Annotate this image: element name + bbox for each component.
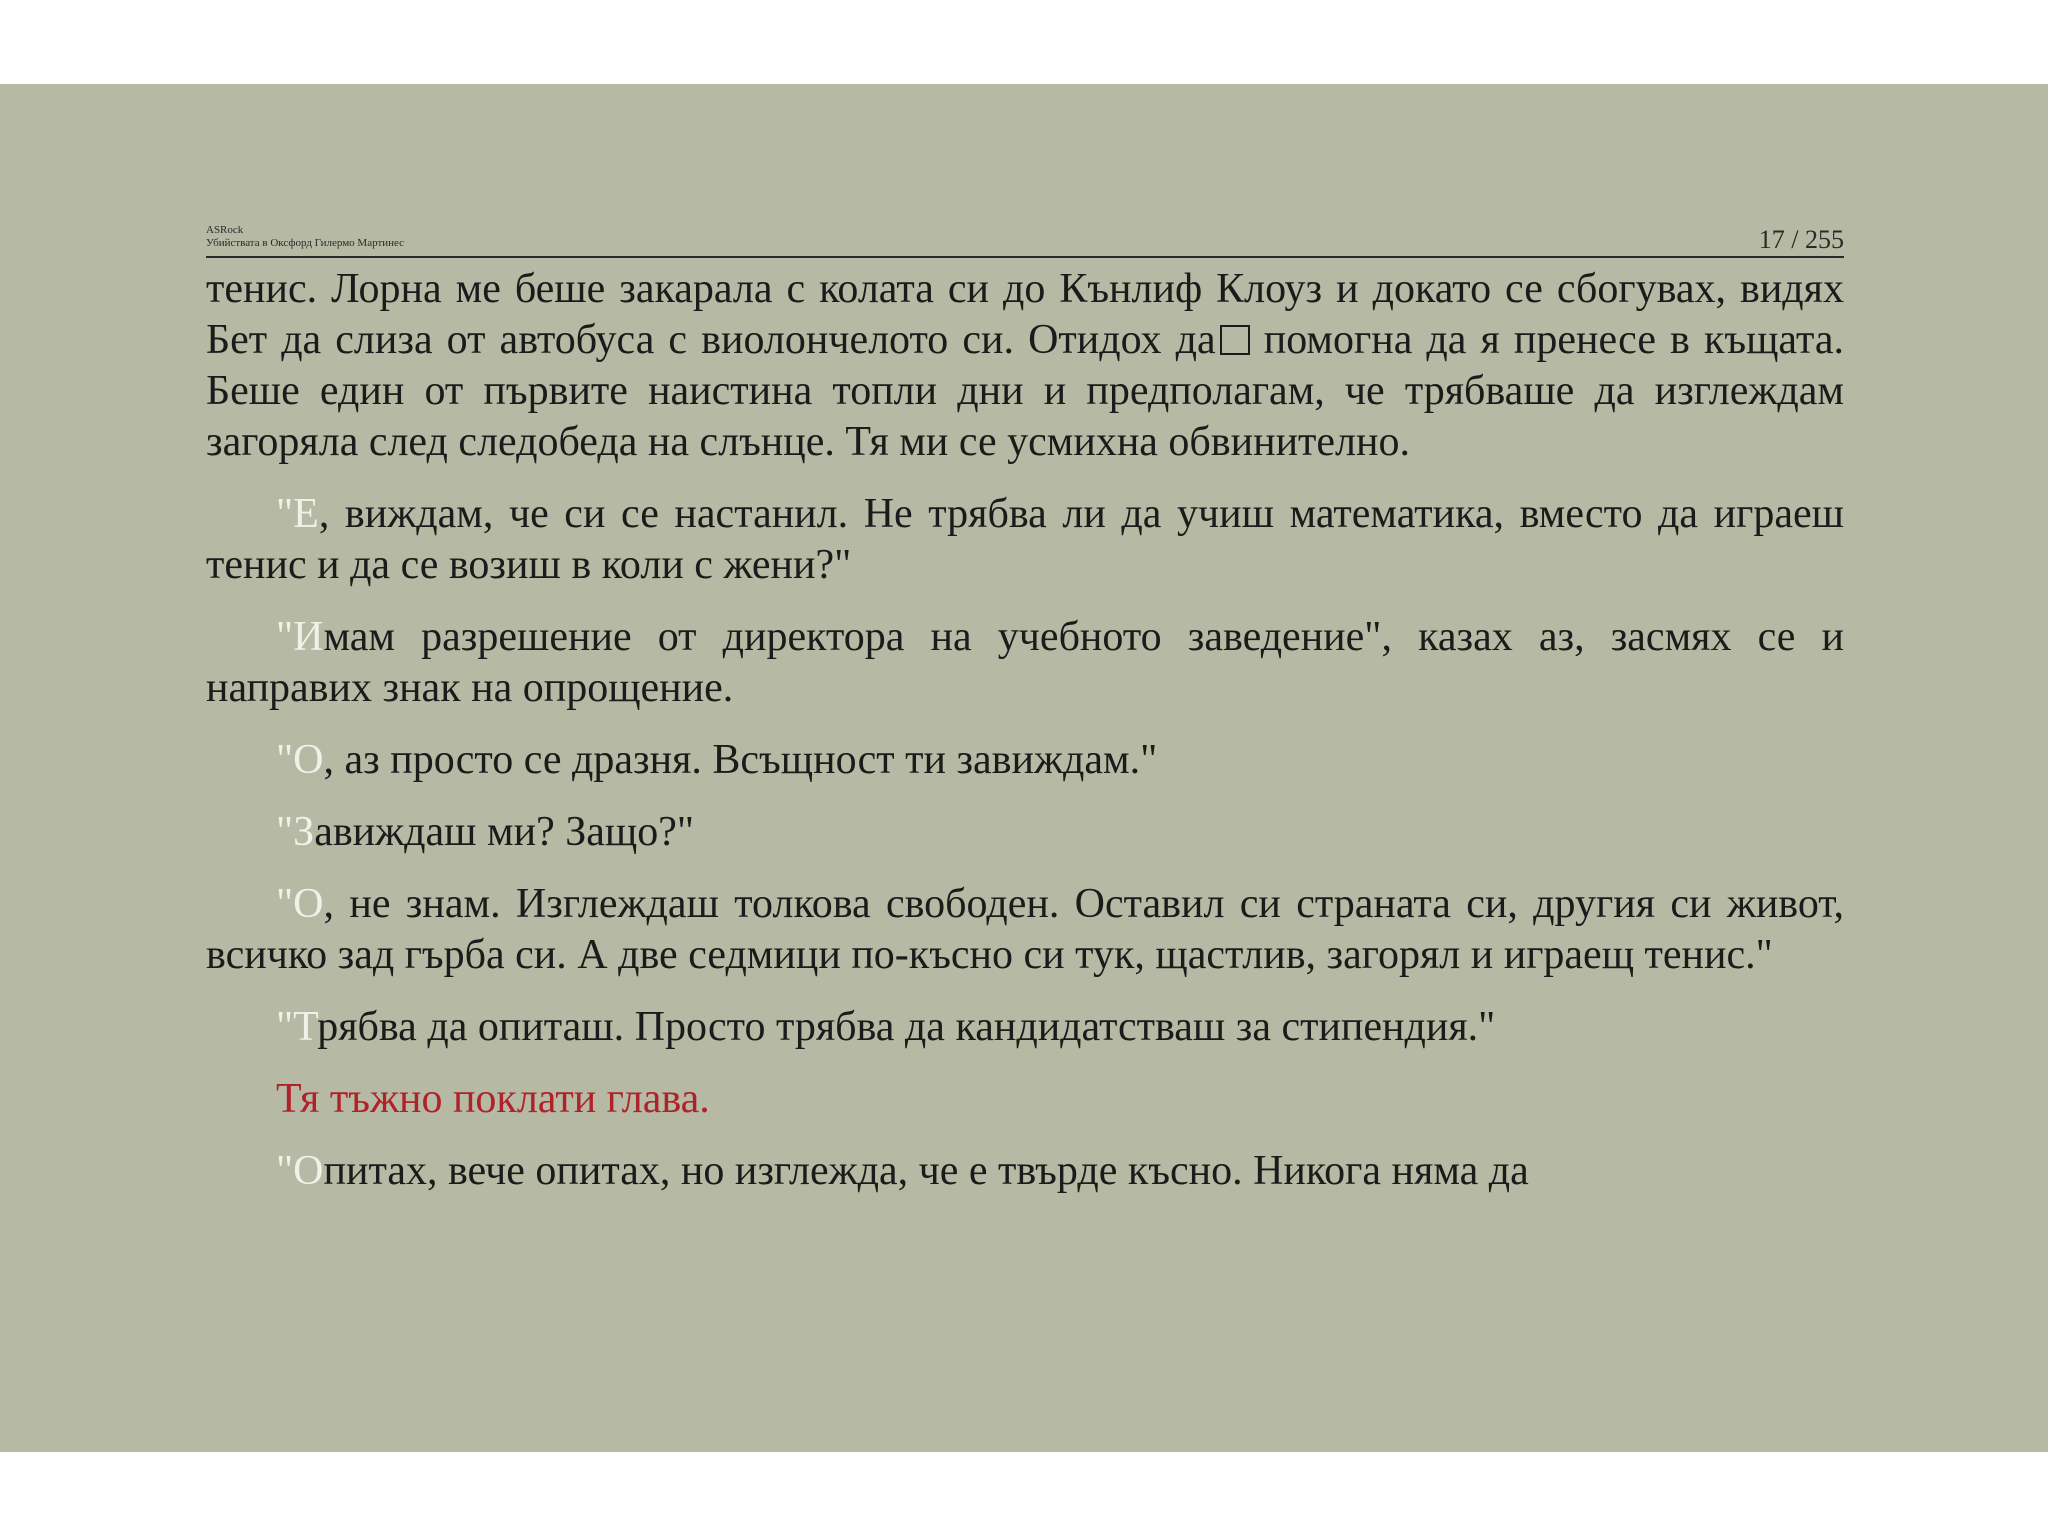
checkbox-icon[interactable] xyxy=(1220,325,1250,355)
paragraph[interactable] xyxy=(206,264,1844,468)
open-quote: " xyxy=(276,737,294,783)
highlighted-paragraph[interactable] xyxy=(206,1074,1844,1125)
dropcap-letter: Т xyxy=(293,1004,318,1050)
book-title: Убийствата в Оксфорд Гилермо Мартинес xyxy=(206,237,405,249)
dialog-paragraph[interactable] xyxy=(206,612,1844,714)
paragraph-text: рябва да опиташ. Просто трябва да кандидатстваш за стипендия." xyxy=(317,1004,1496,1050)
dialog-paragraph[interactable] xyxy=(206,489,1844,591)
open-quote: " xyxy=(276,614,294,660)
dropcap-letter: З xyxy=(293,809,315,855)
header-meta xyxy=(206,224,404,250)
paragraph-text: мам разрешение от директора на учебното заведение", казах аз, засмях се и направих знак на опрощение. xyxy=(206,614,1844,711)
book-page[interactable] xyxy=(206,224,1844,1218)
dialog-paragraph[interactable] xyxy=(206,879,1844,981)
paragraph-text-continued: помогна да я пренесе в къщата. Беше един от първите наистина топли дни и предполагам, че трябваше да изглеждам загоряла след следобеда на слънце. Тя ми се усмихна обвинително. xyxy=(206,317,1844,465)
dialog-paragraph[interactable] xyxy=(206,735,1844,786)
reader-screen[interactable] xyxy=(0,84,2048,1452)
highlighted-text[interactable]: Тя тъжно поклати глава. xyxy=(276,1076,710,1122)
paragraph-text: тенис. Лорна ме беше закарала с колата си до Кънлиф Клоуз и докато се сбогувах, видях Бет да слиза от автобуса с виолончелото си. Отидох да xyxy=(206,266,1844,363)
open-quote: " xyxy=(276,491,294,537)
dropcap-letter: О xyxy=(293,737,324,783)
paragraph-text: авиждаш ми? Защо?" xyxy=(314,809,695,855)
dropcap-letter: Е xyxy=(293,491,319,537)
paragraph-text: , виждам, че си се настанил. Не трябва ли да учиш математика, вместо да играеш тенис и да се возиш в коли с жени?" xyxy=(206,491,1844,588)
paragraph-text: , аз просто се дразня. Всъщност ти завиждам." xyxy=(323,737,1158,783)
open-quote: " xyxy=(276,1004,294,1050)
open-quote: " xyxy=(276,809,294,855)
dialog-paragraph[interactable] xyxy=(206,1146,1844,1197)
open-quote: " xyxy=(276,881,294,927)
page-indicator: 17 / 255 xyxy=(1758,225,1844,254)
paragraph-text: , не знам. Изглеждаш толкова свободен. Оставил си страната си, другия си живот, всичко зад гърба си. А две седмици по-късно си тук, щастлив, загорял и играещ тенис." xyxy=(206,881,1844,978)
dialog-paragraph[interactable] xyxy=(206,807,1844,858)
page-body[interactable] xyxy=(206,264,1844,1197)
dialog-paragraph[interactable] xyxy=(206,1002,1844,1053)
paragraph-text: питах, вече опитах, но изглежда, че е твърде късно. Никога няма да xyxy=(323,1148,1529,1194)
app-name: ASRock xyxy=(206,224,244,236)
dropcap-letter: О xyxy=(293,881,324,927)
open-quote: " xyxy=(276,1148,294,1194)
page-header xyxy=(206,224,1844,258)
dropcap-letter: О xyxy=(293,1148,324,1194)
dropcap-letter: И xyxy=(293,614,324,660)
